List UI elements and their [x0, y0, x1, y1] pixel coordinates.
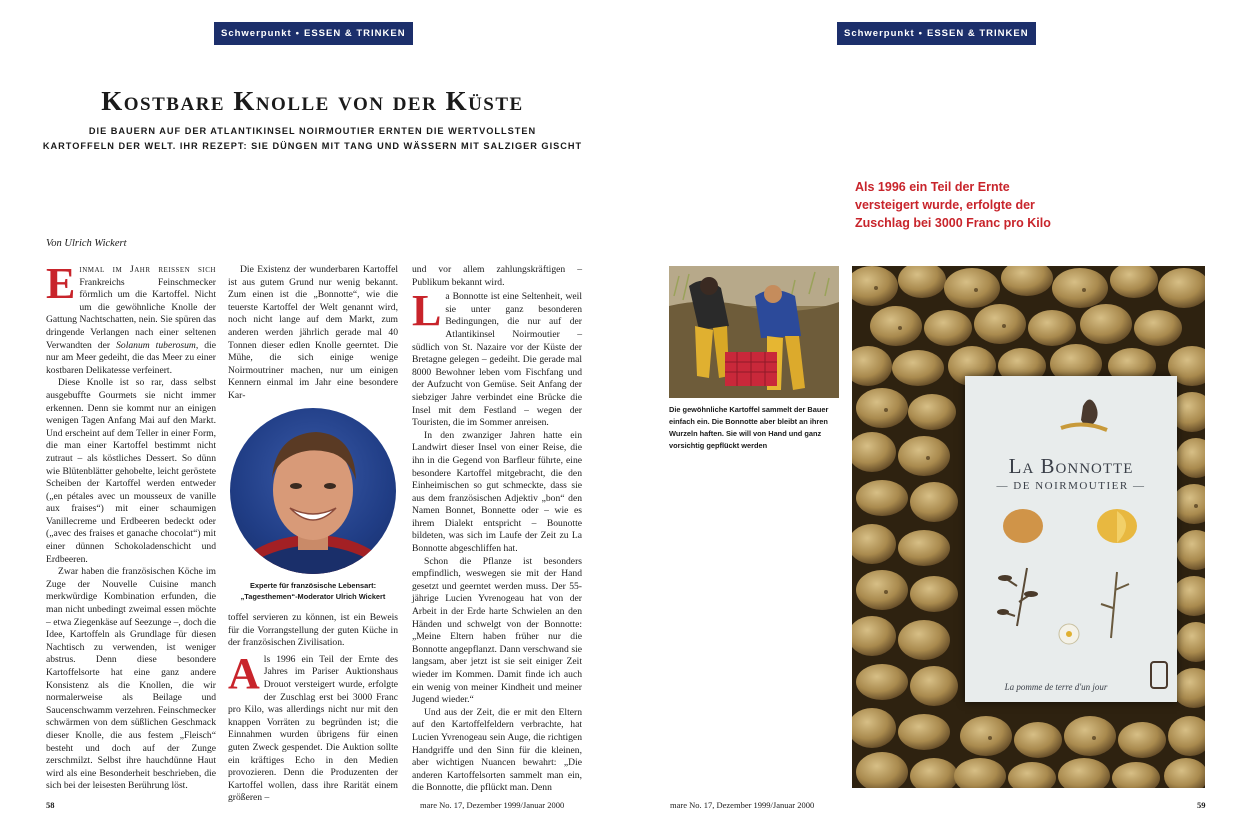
pull-quote-line: versteigert wurde, erfolgte der: [855, 198, 1035, 212]
text-run: ls 1996 ein Teil der Ernte des Jahres im Pariser Auktionshaus Drouot versteigert wurde, erfolgte der Zuschlag erst bei 3000 Franc pro Kilo, was allerdings nicht nur mit den knappen Vorräten zu begründen ist; die Einnahmen wurden übrigens für einen guten Zweck gespendet. Die Auktion sollte ein kräftiges Echo in den Medien provozieren. Denn die Produzenten der Kartoffel wollen, dass ihre Rarität einem größeren –: [228, 653, 398, 804]
issue-line-left: mare No. 17, Dezember 1999/Januar 2000: [420, 800, 565, 810]
text-run: , die nur am Meer gedeiht, die das Meer zu einer kostbaren Delikatesse verfeinert.: [46, 339, 216, 376]
headline: Kostbare Knolle von der Küste: [101, 86, 524, 116]
drop-cap: A: [228, 648, 260, 698]
portrait-caption: [228, 580, 398, 602]
subhead: [30, 124, 595, 154]
article-column-3: [412, 264, 582, 795]
paragraph: [46, 259, 216, 377]
farm-photo: [669, 266, 839, 398]
italic-term: Solanum tuberosum: [116, 339, 196, 351]
text-run: a Bonnotte ist eine Seltenheit, weil sie unter ganz besonderen Bedingungen, die nur auf der Atlantikinsel Noirmoutier – südlich von St. Nazaire vor der Küste der Bretagne gelegen – gedeiht. Die gerade mal 8000 Bewohner leben vom Fischfang und der Aufzucht von Gemüse. Seit Anfang der siebziger Jahre verbindet eine Brücke die Insel mit dem Festland – wegen der Touristen, die im Sommer anreisen.: [412, 291, 582, 429]
pull-quote-line: Als 1996 ein Teil der Ernte: [855, 180, 1010, 194]
lead-in: inmal im Jahr reissen sich: [79, 264, 216, 275]
subhead-line-1: DIE BAUERN AUF DER ATLANTIKINSEL NOIRMOUTIER ERNTEN DIE WERTVOLLSTEN: [88, 126, 537, 136]
subhead-line-2: KARTOFFELN DER WELT. IHR REZEPT: SIE DÜNGEN MIT TANG UND WÄSSERN MIT SALZIGER GISCHT: [42, 141, 583, 151]
article-column-1: [46, 259, 216, 793]
rubric-section: Schwerpunkt: [221, 28, 292, 39]
section-rubric-right: [837, 22, 1036, 45]
paragraph: toffel servieren zu können, ist ein Beweis für die Vorrangstellung der guten Küche in der französischen Zivilisation.: [228, 612, 398, 649]
poster-subtitle: — DE NOIRMOUTIER —: [996, 480, 1146, 492]
paragraph: Die Existenz der wunderbaren Kartoffel ist aus gutem Grund nur wenig bekannt. Zum einen ist die „Bonnotte“, wie die teuerste Kartoffel der Welt genannt wird, noch nicht lange auf dem Markt, zum anderen werden jährlich gerade mal 40 Tonnen dieser edlen Knolle geerntet. Die Mühe, die sich einige wenige Noirmoutriner machen, nur um einigen Kennern einmal im Jahr eine besondere Kar-: [228, 264, 398, 401]
portrait-illustration: [230, 408, 396, 574]
rubric-topic: ESSEN & TRINKEN: [303, 28, 406, 39]
paragraph: Zwar haben die französischen Köche im Zuge der Nouvelle Cuisine manch merkwürdige Kombination erfunden, die man nicht unbedingt zweimal essen möchte – etwa Ziegenkäse auf Seezunge –, doch die Idee, Kartoffeln als Grundlage für diesen Nachtisch zu verwenden, ist weniger abstrus. Denn diese besondere Kartoffelsorte hat eine ganz andere Konsistenz als die Knollen, die wir normalerweise als Beilage und Saucenschwamm verzehren. Feinschmecker schwärmen von dem süßlichen Geschmack dieser Knolle, die aus festem „Fleisch“ besteht und doch auf der Zunge zerschmilzt. Selbst ihre hauchdünne Haut wird als eine Besonderheit beschrieben, die sich bei der leisesten Berührung löst.: [46, 566, 216, 792]
rubric-section: Schwerpunkt: [844, 28, 915, 39]
paragraph: Diese Knolle ist so rar, dass selbst ausgebuffte Gourmets sie nicht immer erkennen. Denn sie kommt nur an einigen wenigen Tagen Anfang Mai auf den Markt. Und erscheint auf dem Teller in einer Form, die man einer Kartoffel bestimmt nicht zutraut – als köstliches Dessert. So dünn wie Blütenblätter gehobelte, leicht geröstete Scheiben der Kartoffel werden entweder („en pétales avec un mousseux de vanille aux fraises“) mit einer schaumigen Vanillecreme und Erdbeeren bedeckt oder („avec des fraises et ganache chocolat“) mit einer dünnen Schokoladenschicht und Erdbeeren.: [46, 377, 216, 565]
rubric-separator: •: [295, 28, 300, 39]
poster-tagline: La pomme de terre d'un jour: [1004, 682, 1108, 692]
paragraph: Und aus der Zeit, die er mit den Eltern auf den Kartoffelfeldern verbrachte, hat Lucien Yvrenogeau sein Auge, die richtigen Handgriffe und den Sinn für die kleinen, aber wichtigen Nuancen bewahrt: „Die anderen Kartoffelsorten sammelt man ein, die Bonnotte, die pflückt man. Denn: [412, 706, 582, 794]
poster-artwork: [965, 376, 1177, 702]
right-page: [625, 0, 1250, 834]
article-column-2-bottom: [228, 612, 398, 805]
issue-line-right: mare No. 17, Dezember 1999/Januar 2000: [670, 800, 815, 810]
section-rubric-left: [214, 22, 413, 45]
pull-quote-line: Zuschlag bei 3000 Franc pro Kilo: [855, 216, 1051, 230]
farm-caption: Die gewöhnliche Kartoffel sammelt der Bauer einfach ein. Die Bonnotte aber bleibt an ihren Wurzeln haften. Sie will von Hand und ganz vorsichtig gepflückt werden: [669, 405, 829, 450]
paragraph: und vor allem zahlungskräftigen – Publikum bekannt wird.: [412, 264, 582, 288]
byline: Von Ulrich Wickert: [46, 238, 127, 249]
paragraph: Schon die Pflanze ist besonders empfindlich, weswegen sie mit der Hand gesetzt und geerntet werden muss. Der 55-jährige Lucien Yvrenogeau hat von der Arbeit in der Erde harte Schwielen an den Händen und schwelgt von der Bonnotte: „Meine Eltern haben früher nur die Bonnotte angepflanzt. Dann verschwand sie langsam, aber jetzt ist sie seit einiger Zeit wieder im Kommen. Damit finde ich auch ein wenig von meiner Kindheit und meiner Jugend wieder.“: [412, 555, 582, 706]
drop-cap: L: [412, 286, 442, 336]
potato-photo: [852, 266, 1205, 788]
farm-illustration: [669, 266, 839, 398]
poster-title: La Bonnotte: [1008, 454, 1134, 478]
page-number-left: 58: [46, 800, 55, 810]
caption-line: Experte für französische Lebensart:: [249, 581, 377, 590]
page-number-right: 59: [1197, 800, 1206, 810]
paragraph: [228, 648, 398, 805]
rubric-topic: ESSEN & TRINKEN: [926, 28, 1029, 39]
paragraph: [412, 286, 582, 430]
pull-quote: [855, 178, 1075, 232]
portrait-photo: [230, 408, 396, 574]
drop-cap: E: [46, 259, 76, 308]
caption-line: „Tagesthemen“-Moderator Ulrich Wickert: [240, 592, 386, 601]
rubric-separator: •: [918, 28, 923, 39]
bonnotte-poster: [965, 376, 1177, 702]
paragraph: In den zwanziger Jahren hatte ein Landwirt dieser Insel von einer Reise, die ihn in die Gegend von Barfleur führte, eine besondere Kartoffel mitgebracht, die den Einheimischen so gut schmeckte, dass sie aus dem französischen Adjektiv „bon“ den Namen Bonnet, Bonnette oder – wie es ihrem Dialekt entspricht – Bounotte bildeten, was sich im Laufe der Zeit zu La Bonnotte abgeschliffen hat.: [412, 429, 582, 555]
text-run: Frankreichs Feinschmecker förmlich um die Kartoffel. Nicht um die gewöhnliche Knolle der Gattung Nachtschatten, nein. Sie spüren das dringende Verlangen nach einer seltenen Verwandten der: [46, 276, 216, 351]
article-column-2-top: [228, 264, 398, 403]
